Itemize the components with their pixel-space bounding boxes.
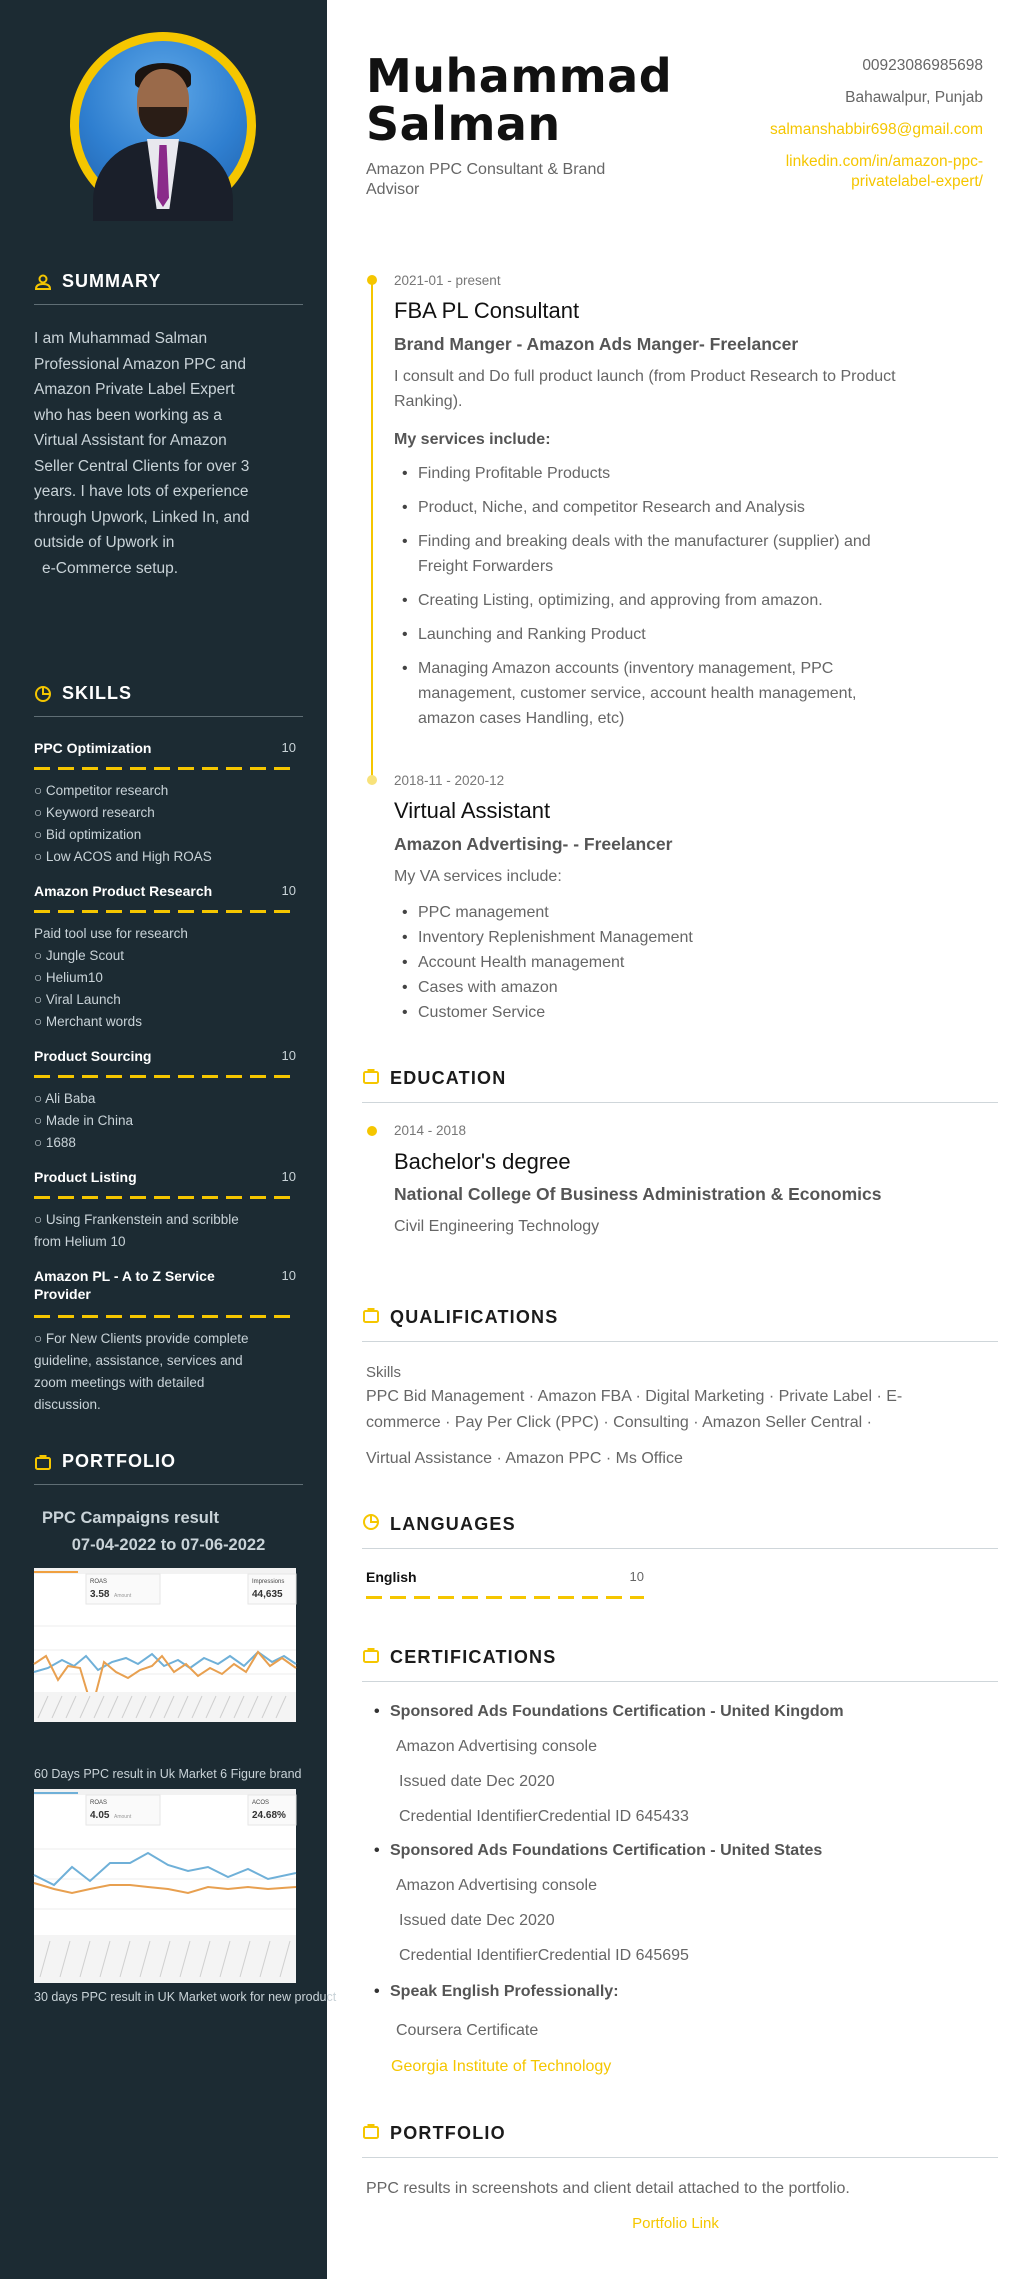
language-level-bar: [366, 1596, 644, 1599]
skill-amazon-product-research: Amazon Product Research 10 Paid tool use for research ○ Jungle Scout ○ Helium10 ○ Viral Launch ○ Merchant words: [34, 883, 296, 1029]
skill-amazon-pl-a-to-z: Amazon PL - A to Z Service Provider 10 ○ For New Clients provide complete guideline, assistance, services and zoom meetings with detailed discussion.: [34, 1268, 296, 1412]
skill-level-bar: [34, 767, 296, 770]
job-subtitle: Amazon Advertising- - Freelancer: [394, 834, 673, 854]
profile-photo: [70, 32, 256, 218]
certification-issued: Issued date Dec 2020: [399, 1912, 555, 1929]
list-item: • Inventory Replenishment Management: [394, 925, 982, 950]
skill-level: 10: [281, 740, 296, 755]
linkedin-link[interactable]: linkedin.com/in/amazon-ppc- privatelabel-expert/: [785, 153, 983, 190]
certification-title: • Sponsored Ads Foundations Certification - United States: [374, 1842, 822, 1860]
certification-title: • Speak English Professionally:: [374, 1983, 619, 2001]
list-item: • Account Health management: [394, 950, 982, 975]
certifications-heading: CERTIFICATIONS: [362, 1646, 998, 1682]
skill-name: Product Listing: [34, 1169, 137, 1185]
chart-metric-value: 4.05: [90, 1810, 110, 1821]
timeline-dot: [367, 275, 377, 285]
education-date: 2014 - 2018: [394, 1123, 467, 1138]
list-item: • Customer Service: [394, 1000, 982, 1025]
skills-heading: SKILLS: [34, 683, 303, 717]
language-english: [366, 1569, 644, 1585]
chart-metric-value: 3.58: [90, 1589, 110, 1600]
skill-level: 10: [281, 1048, 296, 1063]
timeline-dot: [367, 1126, 377, 1136]
skill-level-bar: [34, 910, 296, 913]
job-description: I consult and Do full product launch (from Product Research to Product Ranking).: [394, 368, 896, 410]
job-title: FBA PL Consultant: [394, 298, 580, 323]
job-title: Virtual Assistant: [394, 798, 551, 823]
skill-name: Product Sourcing: [34, 1048, 152, 1064]
list-item: • Launching and Ranking Product: [394, 622, 982, 647]
briefcase-icon: [362, 1306, 380, 1329]
portfolio-text: PPC results in screenshots and client detail attached to the portfolio.: [366, 2180, 850, 2197]
certification-issuer: Amazon Advertising console: [396, 1877, 597, 1894]
qualifications-heading: QUALIFICATIONS: [362, 1306, 998, 1342]
portfolio-image-1-caption: 60 Days PPC result in Uk Market 6 Figure brand: [34, 1767, 302, 1781]
certification-issuer: Coursera Certificate: [396, 2022, 539, 2039]
skill-level-bar: [34, 1196, 296, 1199]
list-item: • Finding Profitable Products: [394, 461, 982, 486]
field-of-study: Civil Engineering Technology: [394, 1218, 600, 1235]
summary-heading: SUMMARY: [34, 271, 303, 305]
skill-ppc-optimization: PPC Optimization 10 ○ Competitor research ○ Keyword research ○ Bid optimization ○ Low ACOS and High ROAS: [34, 740, 296, 864]
skill-level: 10: [281, 883, 296, 898]
services-list: [394, 461, 982, 731]
location: Bahawalpur, Punjab: [845, 89, 983, 106]
job-description: My VA services include:: [394, 868, 562, 885]
full-name: Muhammad Salman: [366, 49, 673, 151]
qualifications-label: Skills: [366, 1364, 402, 1381]
job-date: 2021-01 - present: [394, 273, 501, 288]
skill-name: Amazon PL - A to Z Service Provider: [34, 1268, 215, 1302]
briefcase-icon: [362, 2122, 380, 2145]
phone: 00923086985698: [862, 57, 983, 74]
language-level: 10: [629, 1569, 644, 1584]
services-label: My services include:: [394, 431, 551, 448]
va-services-list: [394, 900, 982, 1025]
job-subtitle: Brand Manger - Amazon Ads Manger- Freelancer: [394, 334, 799, 354]
skill-product-listing: Product Listing 10 ○ Using Frankenstein and scribble from Helium 10: [34, 1169, 296, 1249]
list-item: • Product, Niche, and competitor Research and Analysis: [394, 495, 982, 520]
chart-metric-sub: Amount: [114, 1593, 132, 1599]
certification-issuer: Amazon Advertising console: [396, 1738, 597, 1755]
pie-chart-icon: [34, 685, 52, 703]
degree: Bachelor's degree: [394, 1149, 571, 1174]
list-item: • Managing Amazon accounts (inventory management, PPC management, customer service, account health management, amazon cases Handling, etc): [394, 656, 982, 731]
school: National College Of Business Administration & Economics: [394, 1184, 882, 1204]
timeline-line: [371, 282, 373, 780]
portfolio-title: PPC Campaigns result 07-04-2022 to 07-06-2022: [42, 1509, 266, 1554]
languages-heading: LANGUAGES: [362, 1513, 998, 1549]
chart-metric2-label: Impressions: [252, 1579, 285, 1585]
skill-name: Amazon Product Research: [34, 883, 213, 899]
chart-metric-label: ROAS: [90, 1579, 108, 1585]
certification-credential: Credential IdentifierCredential ID 645695: [399, 1947, 689, 1964]
portfolio-image-1[interactable]: [34, 1568, 296, 1722]
certification-link[interactable]: Georgia Institute of Technology: [391, 2058, 612, 2075]
skill-name: PPC Optimization: [34, 740, 152, 756]
portfolio-heading: PORTFOLIO: [362, 2122, 998, 2158]
user-icon: [34, 273, 52, 291]
skill-level-bar: [34, 1075, 296, 1078]
contact-block: [683, 56, 983, 204]
skill-level-bar: [34, 1315, 296, 1318]
skill-product-sourcing: Product Sourcing 10 ○ Ali Baba ○ Made in China ○ 1688: [34, 1048, 296, 1150]
list-item: • PPC management: [394, 900, 982, 925]
summary-text: I am Muhammad Salman Professional Amazon PPC and Amazon Private Label Expert who has been working as a Virtual Assistant for Amazon Seller Central Clients for over 3 years. I have lots of experience through Upwork, Linked In, and outside of Upwork in e-Commerce setup.: [34, 330, 250, 577]
job-date: 2018-11 - 2020-12: [394, 773, 505, 788]
portfolio-image-2[interactable]: [34, 1789, 296, 1983]
briefcase-icon: [362, 1067, 380, 1090]
list-item: • Finding and breaking deals with the manufacturer (supplier) and Freight Forwarders: [394, 529, 982, 579]
pie-chart-icon: [362, 1513, 380, 1536]
certification-title: • Sponsored Ads Foundations Certification - United Kingdom: [374, 1703, 844, 1721]
portfolio-link[interactable]: Portfolio Link: [632, 2215, 719, 2232]
certification-credential: Credential IdentifierCredential ID 645433: [399, 1808, 689, 1825]
timeline-dot: [367, 775, 377, 785]
list-item: • Cases with amazon: [394, 975, 982, 1000]
job-role: Amazon PPC Consultant & Brand Advisor: [366, 161, 606, 198]
chart-metric-sub: Amount: [114, 1814, 132, 1820]
skill-level: 10: [281, 1268, 296, 1283]
qualifications-list: PPC Bid Management · Amazon FBA · Digital Marketing · Private Label · E- commerce · Pay Per Click (PPC) · Consulting · Amazon Seller Central · Virtual Assistance · Amazon PPC · Ms Office: [366, 1388, 903, 1467]
chart-metric-label: ROAS: [90, 1800, 108, 1806]
email-link[interactable]: salmanshabbir698@gmail.com: [769, 121, 983, 138]
certification-issued: Issued date Dec 2020: [399, 1773, 555, 1790]
portfolio-image-2-caption: 30 days PPC result in UK Market work for new product: [34, 1990, 337, 2004]
briefcase-icon: [362, 1646, 380, 1669]
skill-level: 10: [281, 1169, 296, 1184]
briefcase-icon: [34, 1453, 52, 1471]
education-heading: EDUCATION: [362, 1067, 998, 1103]
sidebar-portfolio-heading: PORTFOLIO: [34, 1451, 303, 1485]
chart-metric2-label: ACOS: [252, 1800, 270, 1806]
chart-metric2-value: 24.68%: [252, 1810, 286, 1821]
list-item: • Creating Listing, optimizing, and approving from amazon.: [394, 588, 982, 613]
language-name: English: [366, 1569, 417, 1585]
chart-metric2-value: 44,635: [252, 1589, 283, 1600]
